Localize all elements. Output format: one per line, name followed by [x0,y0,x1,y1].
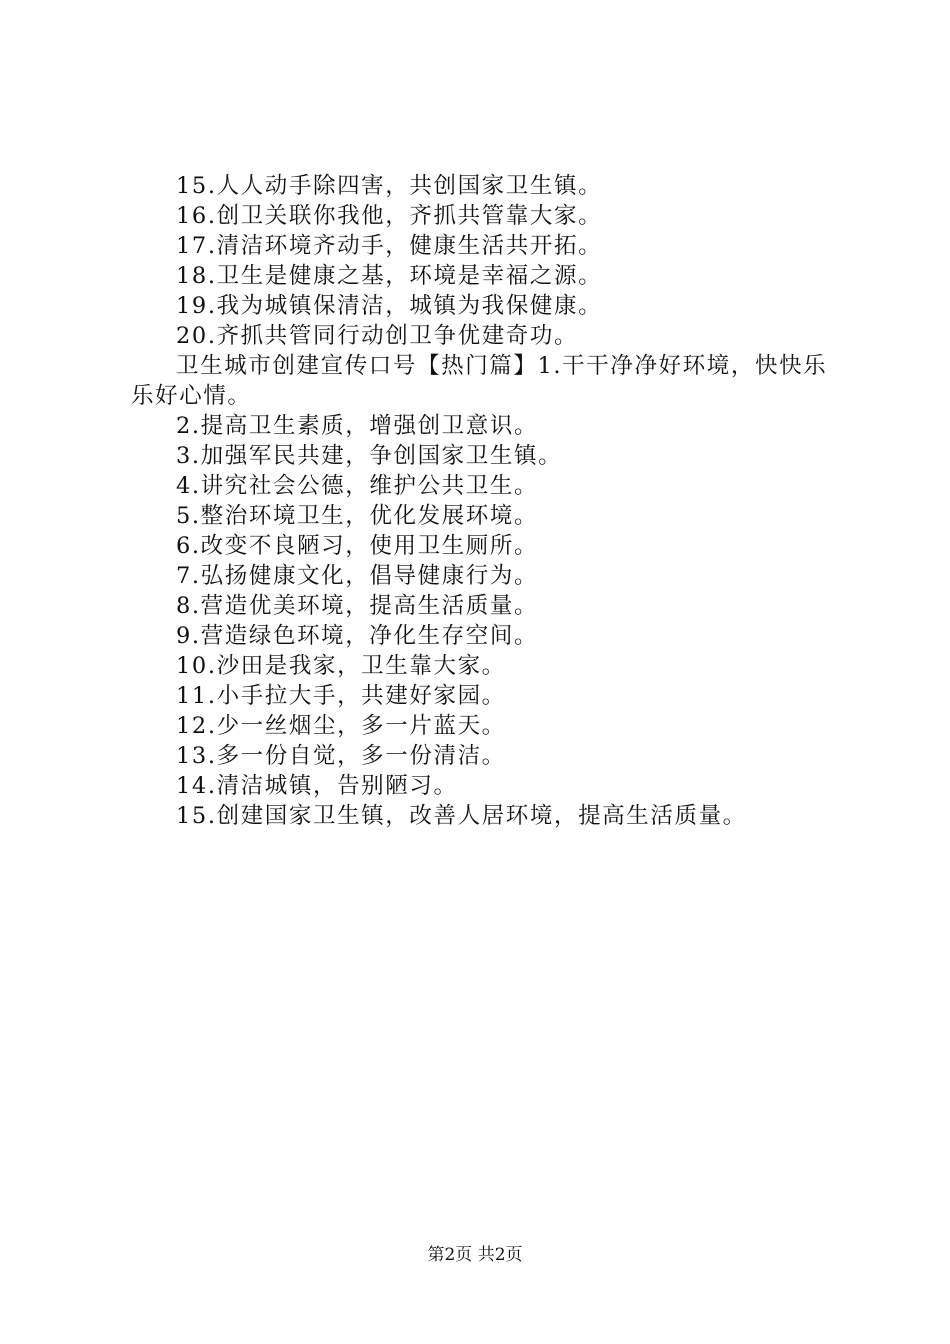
document-body [131,171,831,831]
slogan-line: 15.创建国家卫生镇，改善人居环境，提高生活质量。 [176,803,747,829]
slogan-line: 4.讲究社会公德，维护公共卫生。 [176,473,539,499]
slogan-line: 20.齐抓共管同行动创卫争优建奇功。 [176,323,579,349]
slogan-line: 17.清洁环境齐动手，健康生活共开拓。 [176,233,603,259]
slogan-line: 6.改变不良陋习，使用卫生厕所。 [176,533,539,559]
slogan-line: 15.人人动手除四害，共创国家卫生镇。 [176,173,603,199]
page-footer: 第2页 共2页 [427,1245,523,1265]
slogan-line: 14.清洁城镇，告别陋习。 [176,773,458,799]
slogan-line: 19.我为城镇保清洁，城镇为我保健康。 [176,293,603,319]
slogan-line: 16.创卫关联你我他，齐抓共管靠大家。 [176,203,603,229]
slogan-line: 12.少一丝烟尘，多一片蓝天。 [176,713,506,739]
slogan-line: 5.整治环境卫生，优化发展环境。 [176,503,539,529]
slogan-line: 2.提高卫生素质，增强创卫意识。 [176,413,539,439]
slogan-line: 11.小手拉大手，共建好家园。 [176,683,506,709]
section-heading-paragraph: 卫生城市创建宣传口号【热门篇】1.干干净净好环境，快快乐乐好心情。 [131,353,828,409]
slogan-line: 18.卫生是健康之基，环境是幸福之源。 [176,263,603,289]
slogan-line: 8.营造优美环境，提高生活质量。 [176,593,539,619]
slogan-line: 9.营造绿色环境，净化生存空间。 [176,623,539,649]
slogan-line: 7.弘扬健康文化，倡导健康行为。 [176,563,539,589]
slogan-line: 3.加强军民共建，争创国家卫生镇。 [176,443,563,469]
slogan-line: 13.多一份自觉，多一份清洁。 [176,743,506,769]
slogan-line: 10.沙田是我家，卫生靠大家。 [176,653,506,679]
